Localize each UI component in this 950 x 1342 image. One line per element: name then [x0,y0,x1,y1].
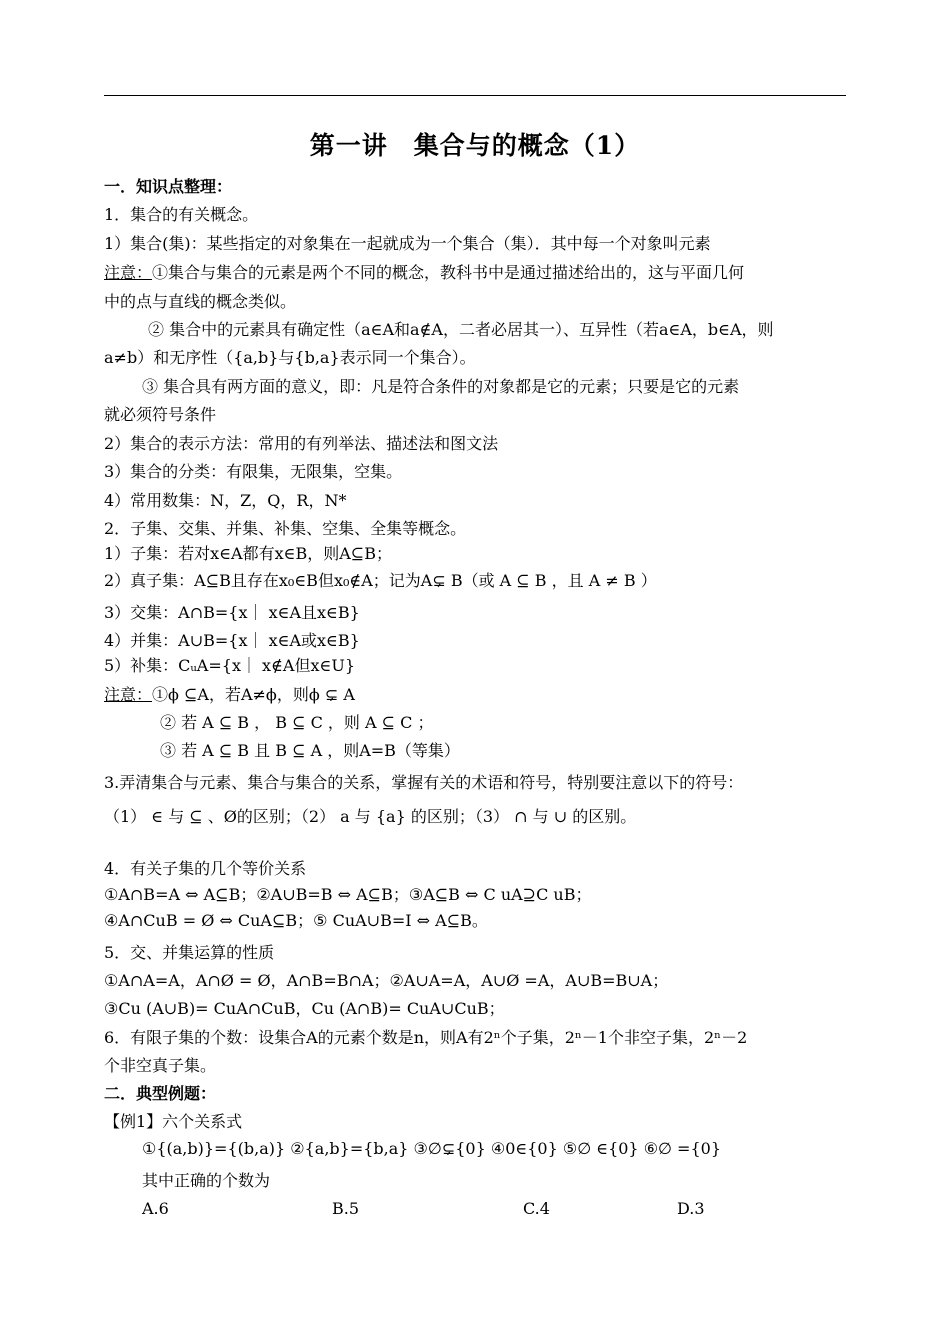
page-title: 第一讲 集合与的概念（1） [309,131,641,160]
text-line: ③ 若 A ⊆ B 且 B ⊆ A ，则A=B（等集） [160,741,460,760]
text-line: ② 集合中的元素具有确定性（a∈A和a∉A，二者必居其一）、互异性（若a∈A，b∈A，则 [148,320,774,339]
text-line: 3）交集：A∩B={x｜ x∈A且x∈B} [104,603,360,622]
text-line: 2）集合的表示方法：常用的有列举法、描述法和图文法 [104,434,499,453]
text-line: ①A∩A=A，A∩Ø = Ø，A∩B=B∩A；②A∪A=A，A∪Ø =A，A∪B=B∪A； [104,971,669,990]
text-line: a≠b）和无序性（{a,b}与{b,a}表示同一个集合）。 [104,348,476,367]
example-question: 其中正确的个数为 [142,1171,271,1190]
section-heading-1: 一．知识点整理： [104,177,233,196]
text-line: 个非空真子集。 [104,1056,217,1075]
text-line: 1．集合的有关概念。 [104,205,259,224]
text-line: 3.弄清集合与元素、集合与集合的关系，掌握有关的术语和符号，特别要注意以下的符号： [104,773,744,792]
text-line: 5）补集：CᵤA={x｜ x∉A但x∈U} [104,656,356,675]
text-line: 3）集合的分类：有限集，无限集，空集。 [104,462,403,481]
note-label: 注意： [104,263,153,282]
header-rule [104,95,846,96]
text-line: ④A∩CuB = Ø ⇔ CuA⊆B；⑤ CuA∪B=I ⇔ A⊆B。 [104,911,488,930]
text-line: 就必须符号条件 [104,405,217,424]
text-line: ①A∩B=A ⇔ A⊆B；②A∪B=B ⇔ A⊆B；③A⊆B ⇔ C uA⊇C uB； [104,885,592,904]
text-line: 2．子集、交集、并集、补集、空集、全集等概念。 [104,519,467,538]
text-line: 5．交、并集运算的性质 [104,943,275,962]
text-line: （1） ∈ 与 ⊆ 、Ø的区别；（2） a 与 {a} 的区别；（3） ∩ 与 ∪ 的区别。 [104,807,637,826]
text-line: 6．有限子集的个数：设集合A的元素个数是n，则A有2ⁿ个子集，2ⁿ－1个非空子集，2ⁿ－2 [104,1028,748,1047]
answer-option-a: A.6 [142,1199,169,1218]
answer-option-c: C.4 [523,1199,550,1218]
text-line: 4．有关子集的几个等价关系 [104,859,307,878]
example-relations: ①{(a,b)}={(b,a)} ②{a,b}={b,a} ③∅⊊{0} ④0∈{0} ⑤∅ ∈{0} ⑥∅ ={0} [142,1139,721,1158]
example-heading: 【例1】六个关系式 [104,1112,243,1131]
text-line: ② 若 A ⊆ B ， B ⊆ C ，则 A ⊆ C ； [160,713,434,732]
text-line: 2）真子集：A⊆B且存在x₀∈B但x₀∉A；记为A⊊ B（或 A ⊆ B ，且 A ≠ B ） [104,571,657,590]
text-line: 4）并集：A∪B={x｜ x∈A或x∈B} [104,631,360,650]
text-line: ③Cu (A∪B)= CuA∩CuB，Cu (A∩B)= CuA∪CuB； [104,999,505,1018]
note-label: 注意： [104,685,153,704]
text-line: 注意：①集合与集合的元素是两个不同的概念，教科书中是通过描述给出的，这与平面几何 [104,263,745,282]
text-line: 1）子集：若对x∈A都有x∈B，则A⊆B； [104,544,392,563]
text-line: 1）集合(集)：某些指定的对象集在一起就成为一个集合（集）．其中每一个对象叫元素 [104,234,711,253]
answer-option-b: B.5 [332,1199,360,1218]
text-line: 4）常用数集：N，Z，Q，R，N* [104,491,347,510]
answer-option-d: D.3 [677,1199,705,1218]
text-line: 中的点与直线的概念类似。 [104,292,297,311]
text-line: ③ 集合具有两方面的意义，即：凡是符合条件的对象都是它的元素；只要是它的元素 [142,377,740,396]
section-heading-2: 二．典型例题： [104,1084,217,1103]
text-line: 注意：①ϕ ⊆A，若A≠ϕ，则ϕ ⊊ A [104,685,355,704]
